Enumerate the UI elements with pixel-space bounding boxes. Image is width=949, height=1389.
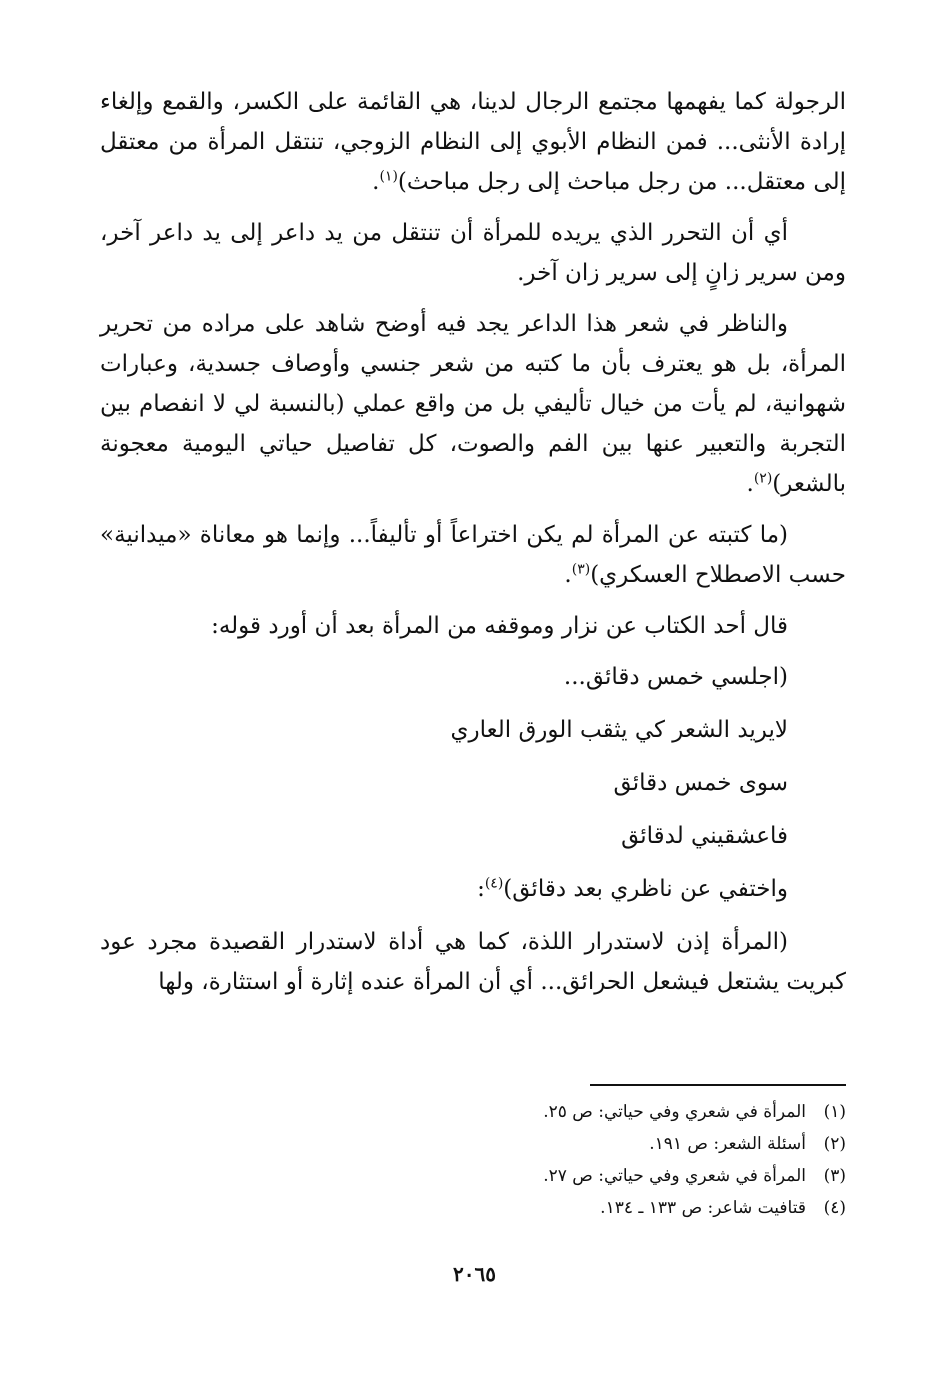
paragraph-5-text: قال أحد الكتاب عن نزار وموقفه من المرأة بعد أن أورد قوله: [211,613,788,639]
verse-line-5-tail: : [477,876,485,902]
page-number: ٢٠٦٥ [453,1262,496,1286]
footnote-divider [590,1084,846,1086]
paragraph-2 [100,213,846,293]
verse-line-5-text: واختفي عن ناظري بعد دقائق) [503,876,788,902]
verse-line-2-text: لايريد الشعر كي يثقب الورق العاري [450,717,788,743]
verse-line-3 [100,763,846,803]
verse-line-1-text: (اجلسي خمس دقائق... [563,664,788,690]
verse-line-4 [100,816,846,856]
verse-line-1 [100,657,846,697]
page-body [100,82,846,1013]
verse-line-3-text: سوى خمس دقائق [613,770,788,796]
footnote-ref-2: (٢) [753,470,773,487]
footnote-ref-4: (٤) [484,875,504,892]
paragraph-4-tail: . [564,562,572,588]
paragraph-2-text: أي أن التحرر الذي يريده للمرأة أن تنتقل من يد داعر إلى يد داعر آخر، ومن سرير زانٍ إلى سرير زان آخر. [100,220,846,286]
footnote-4 [100,1192,846,1224]
paragraph-3-text: والناظر في شعر هذا الداعر يجد فيه أوضح شاهد على مراده من تحرير المرأة، بل هو يعترف بأن ما كتبه من شعر جنسي وأوصاف جسدية، وعبارات شهوانية، لم يأت من خيال تأليفي بل من واقع عملي (بالنسبة لي لا انفصام بين التجربة والتعبير عنها بين الفم والصوت، كل تفاصيل حياتي اليومية معجونة بالشعر) [100,311,846,497]
verse-line-4-text: فاعشقيني لدقائق [621,823,788,849]
paragraph-4 [100,515,846,595]
paragraph-1-tail: . [372,169,380,195]
footnote-4-text: قتافيت شاعر: ص ١٣٣ ـ ١٣٤. [600,1198,806,1218]
closing-paragraph-text: (المرأة إذن لاستدرار اللذة، كما هي أداة لاستدرار القصيدة مجرد عود كبريت يشتعل فيشعل الحرائق... أي أن المرأة عنده إثارة أو استثارة، ولها [100,929,846,995]
paragraph-1-text: الرجولة كما يفهمها مجتمع الرجال لدينا، هي القائمة على الكسر، والقمع وإلغاء إرادة الأنثى... فمن النظام الأبوي إلى النظام الزوجي، تنتقل المرأة من معتقل إلى معتقل... من رجل مباحث إلى رجل مباحث) [100,89,846,195]
paragraph-3 [100,304,846,504]
footnote-1-number: (١) [823,1102,846,1122]
footnote-3 [100,1160,846,1192]
footnote-2 [100,1128,846,1160]
footnote-4-number: (٤) [823,1198,846,1218]
paragraph-1 [100,82,846,202]
footnote-3-text: المرأة في شعري وفي حياتي: ص ٢٧. [543,1166,806,1186]
paragraph-4-text: (ما كتبته عن المرأة لم يكن اختراعاً أو تأليفاً... وإنما هو معاناة «ميدانية» حسب الاصطلاح العسكري) [100,522,846,588]
footnote-ref-3: (٣) [571,561,591,578]
paragraph-3-tail: . [746,471,754,497]
footnote-2-text: أسئلة الشعر: ص ١٩١. [649,1134,806,1154]
verse-line-5 [100,869,846,909]
closing-paragraph [100,922,846,1002]
footnote-ref-1: (١) [379,168,398,185]
verse-line-2 [100,710,846,750]
footnote-1 [100,1096,846,1128]
footnotes [100,1096,846,1224]
paragraph-5 [100,606,846,646]
footnote-1-text: المرأة في شعري وفي حياتي: ص ٢٥. [543,1102,806,1122]
footnote-3-number: (٣) [823,1166,846,1186]
footnote-2-number: (٢) [823,1134,846,1154]
